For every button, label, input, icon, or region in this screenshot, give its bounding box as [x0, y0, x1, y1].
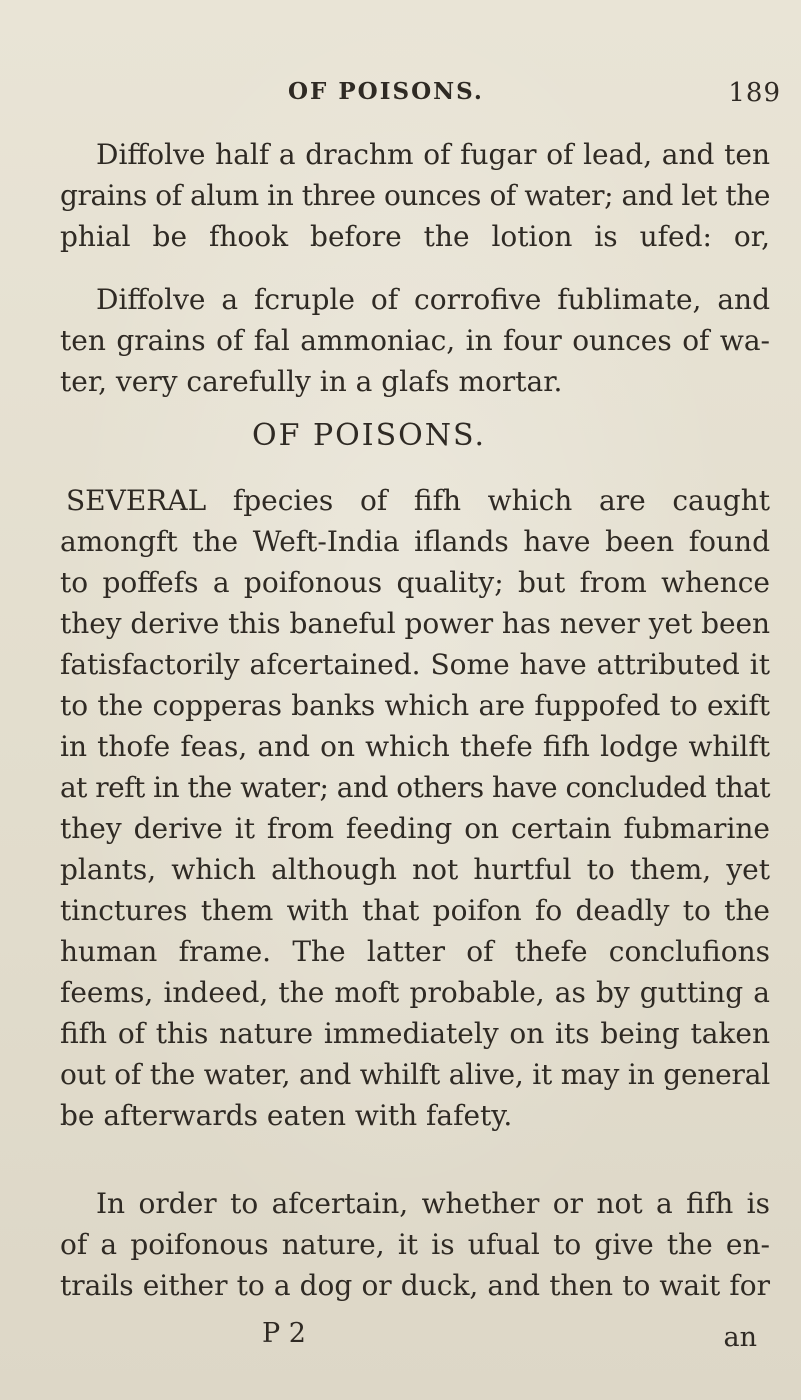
text-line: In order to afcertain, whether or not a fifh is	[96, 1187, 770, 1220]
text-line: phial be fhook before the lotion is ufed: or,	[60, 220, 770, 253]
text-line: to poffefs a poifonous quality; but from whence	[60, 566, 770, 599]
text-line: grains of alum in three ounces of water; and let the	[60, 179, 770, 212]
text-line: Diffolve a fcruple of corrofive fublimate, and	[96, 283, 770, 316]
text-line: plants, which although not hurtful to them, yet	[60, 853, 770, 886]
catchword: an	[723, 1322, 757, 1353]
text-line: of a poifonous nature, it is ufual to give the en-	[60, 1228, 770, 1261]
text-line: in thofe feas, and on which thefe fifh lodge whilft	[60, 730, 770, 763]
text-line: fatisfactorily afcertained. Some have attributed it	[60, 648, 770, 681]
page-footer	[0, 1318, 801, 1358]
text-line: they derive it from feeding on certain fubmarine	[60, 812, 770, 845]
text-line: fifh of this nature immediately on its being taken	[60, 1017, 770, 1050]
text-line: ten grains of fal ammoniac, in four ounces of wa-	[60, 324, 770, 357]
text-line: feems, indeed, the moft probable, as by gutting a	[60, 976, 770, 1009]
page-number: 189	[728, 78, 781, 108]
text-line: to the copperas banks which are fuppofed to exift	[60, 689, 770, 722]
text-line: at reft in the water; and others have concluded that	[60, 771, 770, 804]
text-line: SEVERAL fpecies of fifh which are caught	[66, 484, 770, 517]
text-line: be afterwards eaten with fafety.	[60, 1099, 513, 1132]
text-line: they derive this baneful power has never yet been	[60, 607, 770, 640]
signature-mark: P 2	[262, 1318, 306, 1349]
text-line: Diffolve half a drachm of fugar of lead, and ten	[96, 138, 770, 171]
page-header	[0, 78, 801, 118]
text-line: amongft the Weft-India iflands have been found	[60, 525, 770, 558]
text-line: trails either to a dog or duck, and then to wait for	[60, 1269, 770, 1302]
text-line: human frame. The latter of thefe conclufions	[60, 935, 770, 968]
text-line: tinctures them with that poifon fo deadly to the	[60, 894, 770, 927]
section-title: OF POISONS.	[252, 418, 486, 453]
text-line: ter, very carefully in a glafs mortar.	[60, 365, 563, 398]
running-head: OF POISONS.	[288, 78, 484, 105]
text-line: out of the water, and whilft alive, it may in general	[60, 1058, 770, 1091]
